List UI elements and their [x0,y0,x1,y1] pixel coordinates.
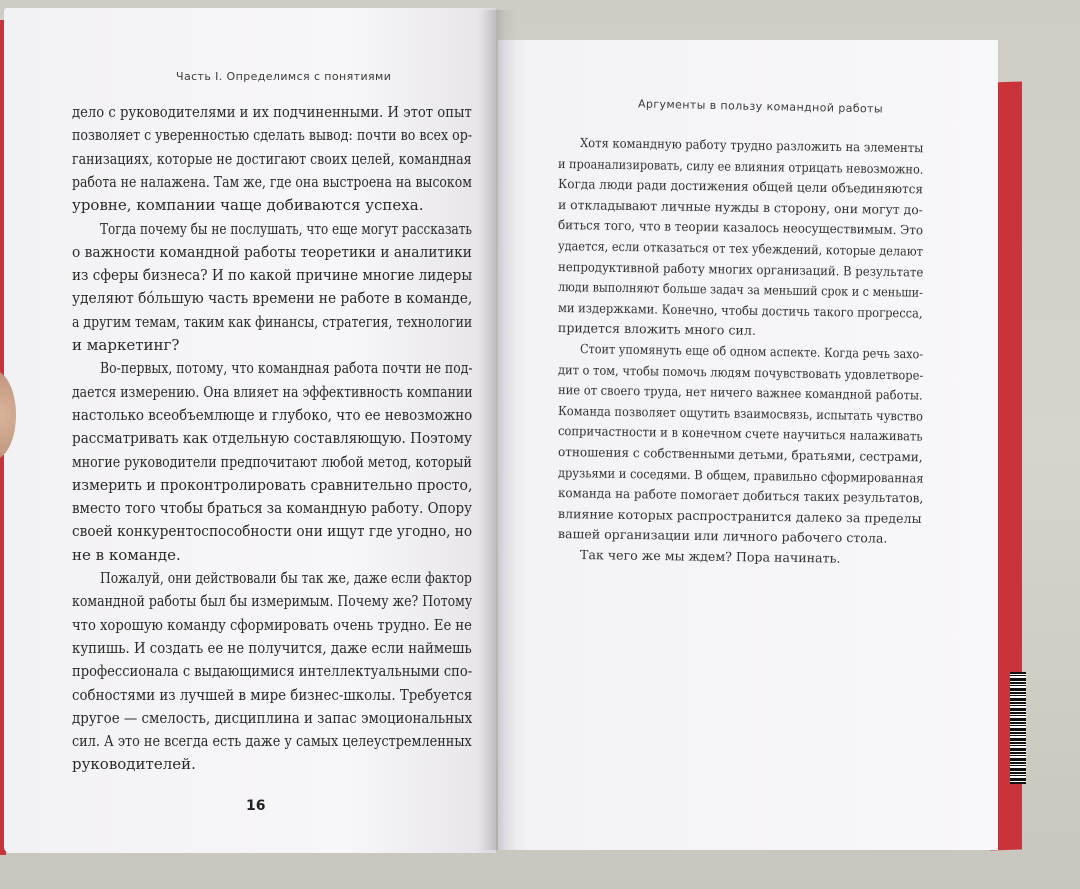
text-line: профессионала с выдающимися интеллектуальными спо- [72,662,473,681]
text-line: собностями из лучшей в мире бизнес-школы. Требуется [72,685,473,704]
text-line: друзьями и соседями. В общем, правильно сформированная [557,464,924,486]
page-number: 16 [246,798,266,814]
text-line: а другим темам, таким как финансы, стратегия, технологии [72,312,473,331]
right-page [498,40,998,850]
text-line: уровне, компании чаще добиваются успеха. [72,196,424,215]
text-line: Команда позволяет ощутить взаимосвязь, испытать чувство [557,402,924,424]
text-line: вместо того чтобы браться за командную работу. Опору [72,499,473,518]
text-line: о важности командной работы теоретики и аналитики [72,242,472,261]
text-line: и маркетинг? [72,336,180,354]
text-line: работа не налажена. Там же, где она выстроена на высоком [72,172,472,191]
barcode [1010,672,1026,784]
text-line: ние от своего труда, нет ничего важнее командной работы. [557,382,923,403]
text-line: и откладывают личные нужды в сторону, они могут до- [557,196,924,217]
text-line: Пожалуй, они действовали бы так же, даже если фактор [100,569,472,587]
text-line: ганизациях, которые не достигают своих целей, командная [72,149,472,168]
text-line: уделяют бóльшую часть времени не работе в команде, [72,289,473,308]
text-line: руководителей. [72,755,196,774]
text-line: вашей организации или личного рабочего стола. [557,526,888,546]
text-line: Тогда почему бы не послушать, что еще могут рассказать [100,219,472,238]
text-line: команда на работе помогает добиться таких результатов, [557,485,924,506]
text-line: отношения с собственными детьми, братьями, сестрами, [557,444,923,465]
text-line: влияние которых распространится далеко за пределы [557,505,922,526]
text-line: что хорошую команду сформировать очень трудно. Ее не [72,615,472,634]
text-line: многие руководители предпочитают любой метод, который [72,452,472,471]
text-line: измерить и проконтролировать сравнительно просто, [72,475,473,494]
text-line: ми издержками. Конечно, чтобы достичь такого прогресса, [557,299,923,321]
text-line: сил. А это не всегда есть даже у самых целеустремленных [72,732,472,751]
text-line: люди выполняют больше задач за меньший срок и с меньши- [557,279,924,300]
text-line: из сферы бизнеса? И по какой причине многие лидеры [72,266,473,285]
text-line: непродуктивной работу многих организаций. В результате [557,258,924,280]
gutter-shadow [480,10,516,850]
text-line: другое — смелость, дисциплина и запас эмоциональных [72,708,473,727]
text-line: биться того, что в теории казалось неосуществимым. Это [557,217,924,238]
text-line: Так чего же мы ждем? Пора начинать. [579,547,841,566]
text-line: удается, если отказаться от тех убеждений, которые делают [557,238,923,259]
text-line: придется вложить много сил. [557,320,757,339]
text-line: Хотя командную работу трудно разложить на элементы [579,135,924,156]
text-line: купишь. И создать ее не получится, даже если наймешь [72,638,472,657]
text-line: рассматривать как отдельную составляющую. Поэтому [72,429,473,448]
text-line: настолько всеобъемлюще и глубоко, что ее невозможно [72,405,473,424]
text-line: сопричастности и в конечном счете научиться налаживать [557,423,923,444]
text-line: своей конкурентоспособности они ищут где угодно, но [72,522,473,541]
left-running-head: Часть I. Определимся с понятиями [176,70,392,83]
text-line: и проанализировать, силу ее влияния отрицать невозможно. [557,155,924,177]
text-line: не в команде. [72,545,181,564]
text-line: позволяет с уверенностью сделать вывод: почти во всех ор- [72,126,473,145]
text-line: командной работы был бы измеримым. Почему же? Потому [72,592,473,611]
text-line: Стоит упомянуть еще об одном аспекте. Когда речь захо- [579,341,924,362]
text-line: дело с руководителями и их подчиненными. И этот опыт [72,103,472,121]
text-line: Когда люди ради достижения общей цели объединяются [557,176,924,197]
text-line: дается измерению. Она влияет на эффективность компании [72,382,473,401]
text-line: Во-первых, потому, что командная работа почти не под- [100,359,473,378]
right-running-head: Аргументы в пользу командной работы [637,97,884,116]
text-line: дит о том, чтобы помочь людям почувствовать удовлетворе- [557,361,924,383]
left-page [4,8,496,853]
